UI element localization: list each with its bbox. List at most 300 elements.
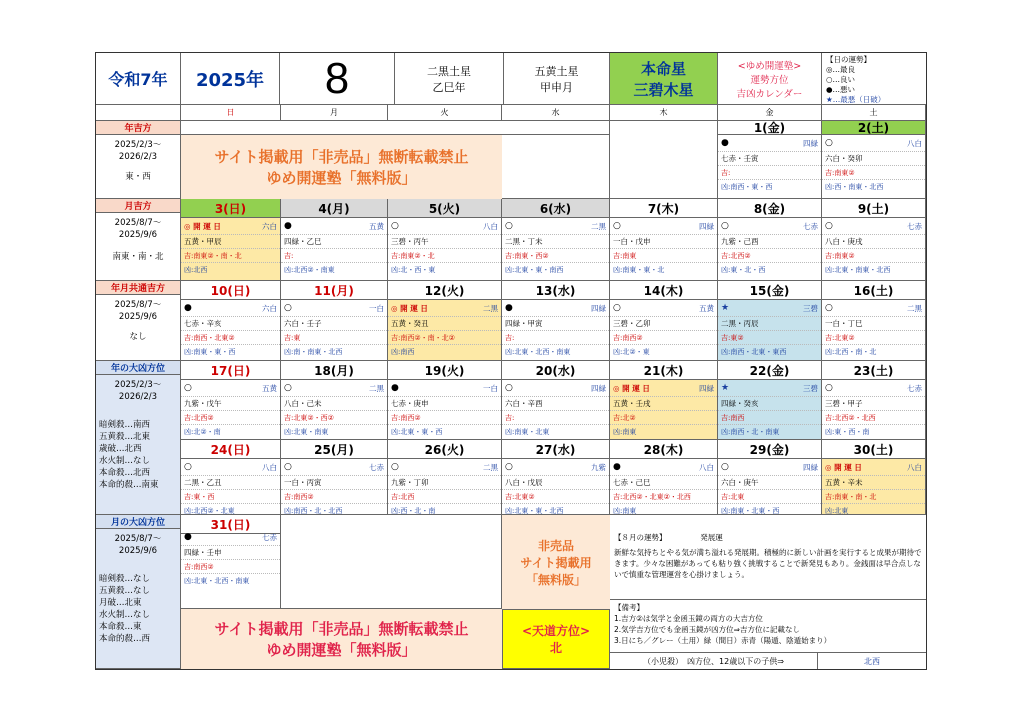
day-number-13: 13(水) <box>502 281 610 300</box>
day-kyo: 凶:北②・東 <box>610 344 717 358</box>
day-mark: ◎ 開 運 日 <box>184 221 221 231</box>
day-star: 二黒 <box>591 221 606 231</box>
day-mark: ● <box>391 383 399 393</box>
year-daikyo-head: 年の大凶方位 <box>96 361 181 375</box>
nen-dir: 東・西 <box>125 172 151 182</box>
day-mark: ○ <box>825 383 833 393</box>
kyo-dir: なし <box>129 332 147 342</box>
legend-worst: ★…最悪（日破） <box>826 95 886 104</box>
day-mark: ○ <box>505 383 513 393</box>
day-star: 八白 <box>262 462 277 472</box>
day-cell-17[interactable] <box>181 380 281 440</box>
day-kanshi: 七赤・己巳 <box>610 475 717 489</box>
day-mark: ● <box>613 462 621 472</box>
day-kanshi: 二黒・丁未 <box>502 234 609 248</box>
fortune-name: 発展運 <box>700 533 723 542</box>
day-cell-24[interactable] <box>181 459 281 515</box>
day-kichi: 吉:東② <box>718 330 821 344</box>
day-number-20: 20(水) <box>502 361 610 380</box>
bikou-box <box>610 599 926 653</box>
day-cell-9[interactable] <box>822 218 926 281</box>
day-kichi: 吉:北東② <box>822 330 925 344</box>
day-kichi: 吉:南西・北東② <box>181 330 280 344</box>
day-cell-10[interactable] <box>181 300 281 361</box>
day-mark: ○ <box>825 138 833 148</box>
day-cell-21[interactable] <box>610 380 718 440</box>
day-kyo: 凶:東・北・西 <box>718 262 821 276</box>
day-cell-19[interactable] <box>388 380 502 440</box>
year-kanshi: 乙巳年 <box>432 80 466 94</box>
fortune-box <box>610 529 926 599</box>
day-mark: ○ <box>284 383 292 393</box>
tendo-dir: 北 <box>549 641 562 655</box>
nen-period1: 2025/2/3～ <box>114 140 162 150</box>
ydai-list-item-5: 本命的殺…南東 <box>99 480 159 490</box>
day-number-21: 21(木) <box>610 361 718 380</box>
day-number-17: 17(日) <box>181 361 281 380</box>
day-kanshi: 二黒・丙辰 <box>718 316 821 330</box>
notice-small-2: サイト掲載用 <box>520 555 592 570</box>
month-number: 8 <box>280 53 395 105</box>
day-kichi: 吉:北東② <box>502 489 609 503</box>
ydai-list <box>99 419 177 491</box>
bikou-line1: 1.吉方②は気学と金函玉鏡の両方の大吉方位 <box>614 614 763 623</box>
day-number-8: 8(金) <box>718 199 822 218</box>
day-star: 三碧 <box>803 303 818 313</box>
honmei-box <box>610 53 718 105</box>
day-cell-26[interactable] <box>388 459 502 515</box>
day-cell-27[interactable] <box>502 459 610 515</box>
day-kanshi: 三碧・乙卯 <box>610 316 717 330</box>
notice-bottom-line2: ゆめ開運塾「無料版」 <box>266 641 417 659</box>
calendar-frame <box>95 52 927 670</box>
day-star: 六白 <box>262 303 277 313</box>
day-kanshi: 一白・丙寅 <box>281 475 387 489</box>
day-kichi: 吉:南東②・北 <box>388 248 501 262</box>
day-mark: ◎ 開 運 日 <box>391 303 428 313</box>
mdai-list-item-5: 本命的殺…西 <box>99 634 151 644</box>
title-line1: <ゆめ開運塾> <box>737 60 802 72</box>
day-kichi: 吉:南東・南・北 <box>822 489 925 503</box>
day-number-29: 29(金) <box>718 440 822 459</box>
day-cell-6[interactable] <box>502 218 610 281</box>
day-kanshi: 七赤・辛亥 <box>181 316 280 330</box>
day-star: 四緑 <box>803 462 818 472</box>
legend-bad: ●…悪い <box>826 85 856 94</box>
day-star: 七赤 <box>907 383 922 393</box>
day-cell-15[interactable] <box>718 300 822 361</box>
day-number-16: 16(土) <box>822 281 926 300</box>
shoniko-label: （小児殺） 凶方位、12歳以下の子供⇒ <box>610 653 818 669</box>
day-kichi: 吉:南東② <box>822 165 925 179</box>
day-number-7: 7(木) <box>610 199 718 218</box>
day-star: 二黒 <box>369 383 384 393</box>
day-number-9: 9(土) <box>822 199 926 218</box>
day-kichi: 吉:北東②・西② <box>281 410 387 424</box>
day-kichi: 吉: <box>718 165 821 179</box>
day-kichi: 吉:東 <box>281 330 387 344</box>
day-number-27: 27(水) <box>502 440 610 459</box>
day-star: 一白 <box>483 383 498 393</box>
weekday-4: 木 <box>610 105 718 121</box>
month-daikyo-head: 月の大凶方位 <box>96 515 181 529</box>
day-star: 一白 <box>369 303 384 313</box>
day-kichi: 吉:北西② <box>181 410 280 424</box>
day-number-18: 18(月) <box>281 361 388 380</box>
day-cell-30[interactable] <box>822 459 926 515</box>
day-kanshi: 一白・戊申 <box>610 234 717 248</box>
day-cell-13[interactable] <box>502 300 610 361</box>
weekday-6: 土 <box>822 105 926 121</box>
day-kyo: 凶:北東・東・南西 <box>502 262 609 276</box>
day-cell-28[interactable] <box>610 459 718 515</box>
day-number-30: 30(土) <box>822 440 926 459</box>
fortune-body: 新鮮な気持ちとやる気が満ち溢れる発展期。積極的に新しい計画を実行すると成果が期待できます。少々な困難があっても粘り強く挑戦することで新発見もあり。金銭面は早合点しないで慎重な管理運営を心掛けましょう。 <box>614 548 922 579</box>
month-star-box <box>504 53 610 105</box>
day-star: 四緑 <box>591 383 606 393</box>
day-mark: ○ <box>391 462 399 472</box>
day-kichi: 吉:南東・西② <box>502 248 609 262</box>
day-number-28: 28(木) <box>610 440 718 459</box>
day-cell-5[interactable] <box>388 218 502 281</box>
legend-title: 【日の運勢】 <box>826 55 871 64</box>
empty-row-week1 <box>181 121 610 135</box>
day-number-4: 4(月) <box>281 199 388 218</box>
day-kanshi: 二黒・乙丑 <box>181 475 280 489</box>
day-kichi: 吉: <box>502 330 609 344</box>
bikou-title: 【備考】 <box>614 603 644 612</box>
day-cell-4[interactable] <box>281 218 388 281</box>
day-star: 五黄 <box>699 303 714 313</box>
day-kichi: 吉: <box>502 410 609 424</box>
mdai-list-item-2: 月破…北東 <box>99 598 142 608</box>
day-kanshi: 五黄・甲辰 <box>181 234 280 248</box>
day-cell-2[interactable] <box>822 135 926 199</box>
day-mark: ○ <box>721 221 729 231</box>
day-mark: ○ <box>825 303 833 313</box>
ydai-list-item-2: 歳破…北西 <box>99 444 142 454</box>
tsuki-period1: 2025/8/7～ <box>114 218 162 228</box>
weekday-corner <box>96 105 181 121</box>
notice-small <box>502 515 610 609</box>
day-kyo: 凶:北東・北西・南東 <box>502 344 609 358</box>
day-star: 五黄 <box>369 221 384 231</box>
mdai-list-item-0: 暗剣殺…なし <box>99 574 151 584</box>
day-cell-1[interactable] <box>718 135 822 199</box>
day-star: 四緑 <box>803 138 818 148</box>
day-kichi: 吉:南東②・南・北 <box>181 248 280 262</box>
day-kichi: 吉:南西② <box>281 489 387 503</box>
notice-small-1: 非売品 <box>537 538 574 553</box>
day-star: 六白 <box>262 221 277 231</box>
day-kanshi: 八白・己未 <box>281 396 387 410</box>
day-mark: ★ <box>721 383 730 393</box>
year-label: 2025年 <box>181 53 280 105</box>
day-mark: ◎ 開 運 日 <box>613 383 650 393</box>
day-kyo: 凶:南東・北東・西 <box>718 503 821 515</box>
day-star: 七赤 <box>907 221 922 231</box>
day-kyo: 凶:北東・東・北西 <box>502 503 609 515</box>
mdai-list <box>99 573 177 645</box>
day-kichi: 吉:南西 <box>718 410 821 424</box>
ydai-period1: 2025/2/3～ <box>114 380 162 390</box>
month-kanshi: 甲申月 <box>540 80 573 94</box>
day-kanshi: 三碧・甲子 <box>822 396 925 410</box>
day-star: 八白 <box>907 462 922 472</box>
day-star: 八白 <box>907 138 922 148</box>
day-cell-14[interactable] <box>610 300 718 361</box>
day-mark: ● <box>721 138 729 148</box>
title-box <box>718 53 822 105</box>
weekday-2: 火 <box>388 105 502 121</box>
notice-banner-top <box>181 135 502 199</box>
shoniko-dir: 北西 <box>864 656 880 666</box>
day-kyo: 凶:南東・東・西 <box>181 344 280 358</box>
day-cell-18[interactable] <box>281 380 388 440</box>
day-star: 五黄 <box>262 383 277 393</box>
day-kanshi: 四緑・乙巳 <box>281 234 387 248</box>
tendo-title: <天道方位> <box>521 624 591 638</box>
notice-banner-bottom <box>181 609 502 669</box>
day-star: 二黒 <box>483 303 498 313</box>
weekday-1: 月 <box>281 105 388 121</box>
title-line3: 吉凶カレンダー <box>736 88 803 100</box>
day-star: 四緑 <box>591 303 606 313</box>
notice-small-3: 「無料版」 <box>525 572 586 587</box>
mdai-list-item-1: 五黄殺…なし <box>99 586 151 596</box>
day-number-2: 2(土) <box>822 121 926 135</box>
ydai-period2: 2026/2/3 <box>118 392 158 402</box>
day-number-10: 10(日) <box>181 281 281 300</box>
day-cell-22[interactable] <box>718 380 822 440</box>
day-mark: ○ <box>284 303 292 313</box>
day-kyo: 凶:北②・南 <box>181 424 280 438</box>
day-cell-20[interactable] <box>502 380 610 440</box>
day-kyo: 凶:西・南東・北西 <box>822 179 925 193</box>
bikou-line3: 3.日にち／グレー（土用）緑（間日）赤青（陽遁、陰遁始まり） <box>614 636 832 645</box>
day-kichi: 吉:北西②・北東②・北西 <box>610 489 717 503</box>
day-kyo: 凶:東・西・南 <box>822 424 925 438</box>
day-kyo: 凶:西・北・南 <box>388 503 501 515</box>
day-mark: ○ <box>184 383 192 393</box>
day-star: 七赤 <box>369 462 384 472</box>
day-kichi: 吉:南東② <box>822 248 925 262</box>
year-star-box <box>395 53 504 105</box>
day-kyo: 凶:南西・北東・東西 <box>718 344 821 358</box>
day-kanshi: 四緑・甲寅 <box>502 316 609 330</box>
day-kyo: 凶:北東・東・西 <box>388 424 501 438</box>
nen-kichi-head: 年吉方 <box>96 121 181 135</box>
day-kanshi: 六白・辛酉 <box>502 396 609 410</box>
day-kanshi: 五黄・壬戌 <box>610 396 717 410</box>
empty-cells-week6 <box>281 515 502 609</box>
day-star: 四緑 <box>699 221 714 231</box>
day-kichi: 吉:南西② <box>181 559 280 573</box>
kyo-period1: 2025/8/7～ <box>114 300 162 310</box>
day-kichi: 吉:北② <box>610 410 717 424</box>
tendo-box <box>502 609 610 669</box>
legend-good: ○…良い <box>826 75 856 84</box>
day-kanshi: 六白・壬子 <box>281 316 387 330</box>
ydai-list-item-3: 水火制…なし <box>99 456 151 466</box>
day-mark: ● <box>284 221 292 231</box>
day-star: 八白 <box>699 462 714 472</box>
empty-cell-wed-1 <box>502 135 610 199</box>
day-number-25: 25(月) <box>281 440 388 459</box>
weekday-3: 水 <box>502 105 610 121</box>
day-kanshi: 八白・庚戌 <box>822 234 925 248</box>
day-kyo: 凶:南東 <box>610 424 717 438</box>
day-star: 七赤 <box>262 532 277 542</box>
day-number-3: 3(日) <box>181 199 281 218</box>
day-number-26: 26(火) <box>388 440 502 459</box>
day-number-23: 23(土) <box>822 361 926 380</box>
day-kichi: 吉:南西②・南・北② <box>388 330 501 344</box>
day-number-24: 24(日) <box>181 440 281 459</box>
day-mark: ◎ 開 運 日 <box>825 462 862 472</box>
day-cell-25[interactable] <box>281 459 388 515</box>
day-kyo: 凶:南東・東・北 <box>610 262 717 276</box>
kyotsu-head: 年月共通吉方 <box>96 281 181 295</box>
day-mark: ○ <box>613 303 621 313</box>
ydai-list-item-1: 五黄殺…北東 <box>99 432 151 442</box>
bikou-line2: 2.気学吉方位でも金函玉鏡が凶方位⇒吉方位に記載なし <box>614 625 800 634</box>
mdai-period2: 2025/9/6 <box>118 546 158 556</box>
day-kanshi: 一白・丁巳 <box>822 316 925 330</box>
day-mark: ★ <box>721 303 730 313</box>
day-mark: ○ <box>184 462 192 472</box>
day-mark: ○ <box>284 462 292 472</box>
day-kanshi: 六白・癸卯 <box>822 151 925 165</box>
day-kyo: 凶:北・西・東 <box>388 262 501 276</box>
day-kichi: 吉:南東 <box>610 248 717 262</box>
day-kichi: 吉:南西② <box>388 410 501 424</box>
day-star: 二黒 <box>907 303 922 313</box>
title-line2: 運勢方位 <box>750 74 789 86</box>
day-kanshi: 七赤・庚申 <box>388 396 501 410</box>
day-number-15: 15(金) <box>718 281 822 300</box>
day-number-11: 11(月) <box>281 281 388 300</box>
notice-top-line2: ゆめ開運塾「無料版」 <box>266 169 417 187</box>
day-kanshi: 四緑・壬申 <box>181 545 280 559</box>
day-mark: ○ <box>505 462 513 472</box>
kyotsu-body <box>96 295 181 361</box>
day-star: 二黒 <box>483 462 498 472</box>
day-cell-11[interactable] <box>281 300 388 361</box>
notice-top-line1: サイト掲載用「非売品」無断転載禁止 <box>214 148 469 166</box>
tsuki-period2: 2025/9/6 <box>118 230 158 240</box>
day-kyo: 凶:北東・南東 <box>281 424 387 438</box>
day-cell-16[interactable] <box>822 300 926 361</box>
day-mark: ○ <box>391 221 399 231</box>
day-kanshi: 九紫・丁卯 <box>388 475 501 489</box>
day-cell-8[interactable] <box>718 218 822 281</box>
day-kichi: 吉:北東 <box>718 489 821 503</box>
day-kanshi: 五黄・癸丑 <box>388 316 501 330</box>
legend-box <box>822 53 926 105</box>
day-cell-31[interactable] <box>181 529 281 609</box>
day-kyo: 凶:南・南東・北西 <box>281 344 387 358</box>
day-cell-7[interactable] <box>610 218 718 281</box>
day-kyo: 凶:南西 <box>388 344 501 358</box>
day-kichi: 吉: <box>281 248 387 262</box>
day-kanshi: 六白・庚午 <box>718 475 821 489</box>
ydai-list-item-4: 本命殺…北西 <box>99 468 151 478</box>
day-number-22: 22(金) <box>718 361 822 380</box>
day-kanshi: 九紫・戊午 <box>181 396 280 410</box>
day-kyo: 凶:南西・北・北西 <box>281 503 387 515</box>
day-kanshi: 七赤・壬寅 <box>718 151 821 165</box>
month-star: 五黄土星 <box>534 64 579 78</box>
day-cell-23[interactable] <box>822 380 926 440</box>
day-kanshi: 三碧・丙午 <box>388 234 501 248</box>
nen-kichi-body <box>96 135 181 199</box>
day-cell-12[interactable] <box>388 300 502 361</box>
honmei-line1: 本命星 <box>640 59 686 78</box>
day-mark: ○ <box>825 221 833 231</box>
day-mark: ● <box>184 303 192 313</box>
mdai-period1: 2025/8/7～ <box>114 534 162 544</box>
day-kyo: 凶:北西②・南東 <box>281 262 387 276</box>
nen-period2: 2026/2/3 <box>118 152 158 162</box>
day-number-14: 14(木) <box>610 281 718 300</box>
day-star: 九紫 <box>591 462 606 472</box>
weekday-5: 金 <box>718 105 822 121</box>
day-kyo: 凶:北西・南・北 <box>822 344 925 358</box>
mdai-list-item-3: 水火制…なし <box>99 610 151 620</box>
day-kichi: 吉:南西② <box>610 330 717 344</box>
day-star: 四緑 <box>699 383 714 393</box>
day-number-6: 6(水) <box>502 199 610 218</box>
legend-best: ◎…最良 <box>826 65 856 74</box>
notice-bottom-line1: サイト掲載用「非売品」無断転載禁止 <box>214 620 469 638</box>
day-kichi: 吉:東・西 <box>181 489 280 503</box>
day-kyo: 凶:北西②・北東 <box>181 503 280 515</box>
day-kichi: 吉:北西②・北西 <box>822 410 925 424</box>
day-star: 八白 <box>483 221 498 231</box>
day-kyo: 凶:南西・東・西 <box>718 179 821 193</box>
day-kanshi: 五黄・辛未 <box>822 475 925 489</box>
day-cell-3[interactable] <box>181 218 281 281</box>
day-kanshi: 八白・戊辰 <box>502 475 609 489</box>
fortune-title: 【８月の運勢】 <box>614 533 663 542</box>
day-mark: ○ <box>505 221 513 231</box>
ydai-list-item-0: 暗剣殺…南西 <box>99 420 151 430</box>
day-mark: ○ <box>613 221 621 231</box>
day-cell-29[interactable] <box>718 459 822 515</box>
day-star: 七赤 <box>803 221 818 231</box>
day-kanshi: 九紫・己酉 <box>718 234 821 248</box>
mdai-list-item-4: 本命殺…東 <box>99 622 142 632</box>
day-number-1: 1(金) <box>718 121 822 135</box>
kyo-period2: 2025/9/6 <box>118 312 158 322</box>
day-mark: ● <box>184 532 192 542</box>
day-kanshi: 四緑・癸亥 <box>718 396 821 410</box>
honmei-line2: 三碧木星 <box>633 80 694 99</box>
day-mark: ● <box>505 303 513 313</box>
day-kichi: 吉:北西② <box>718 248 821 262</box>
tsuki-dir: 南東・南・北 <box>112 252 164 262</box>
day-kyo: 凶:南西・北・南東 <box>718 424 821 438</box>
day-kyo: 凶:北西 <box>181 262 280 276</box>
empty-cell-thu-1 <box>610 121 718 199</box>
day-kyo: 凶:北東・南東・北西 <box>822 262 925 276</box>
day-number-5: 5(火) <box>388 199 502 218</box>
day-star: 三碧 <box>803 383 818 393</box>
day-number-31: 31(日) <box>181 515 281 534</box>
day-kyo: 凶:北東・北西・南東 <box>181 573 280 587</box>
year-star: 二黒土星 <box>427 64 471 78</box>
